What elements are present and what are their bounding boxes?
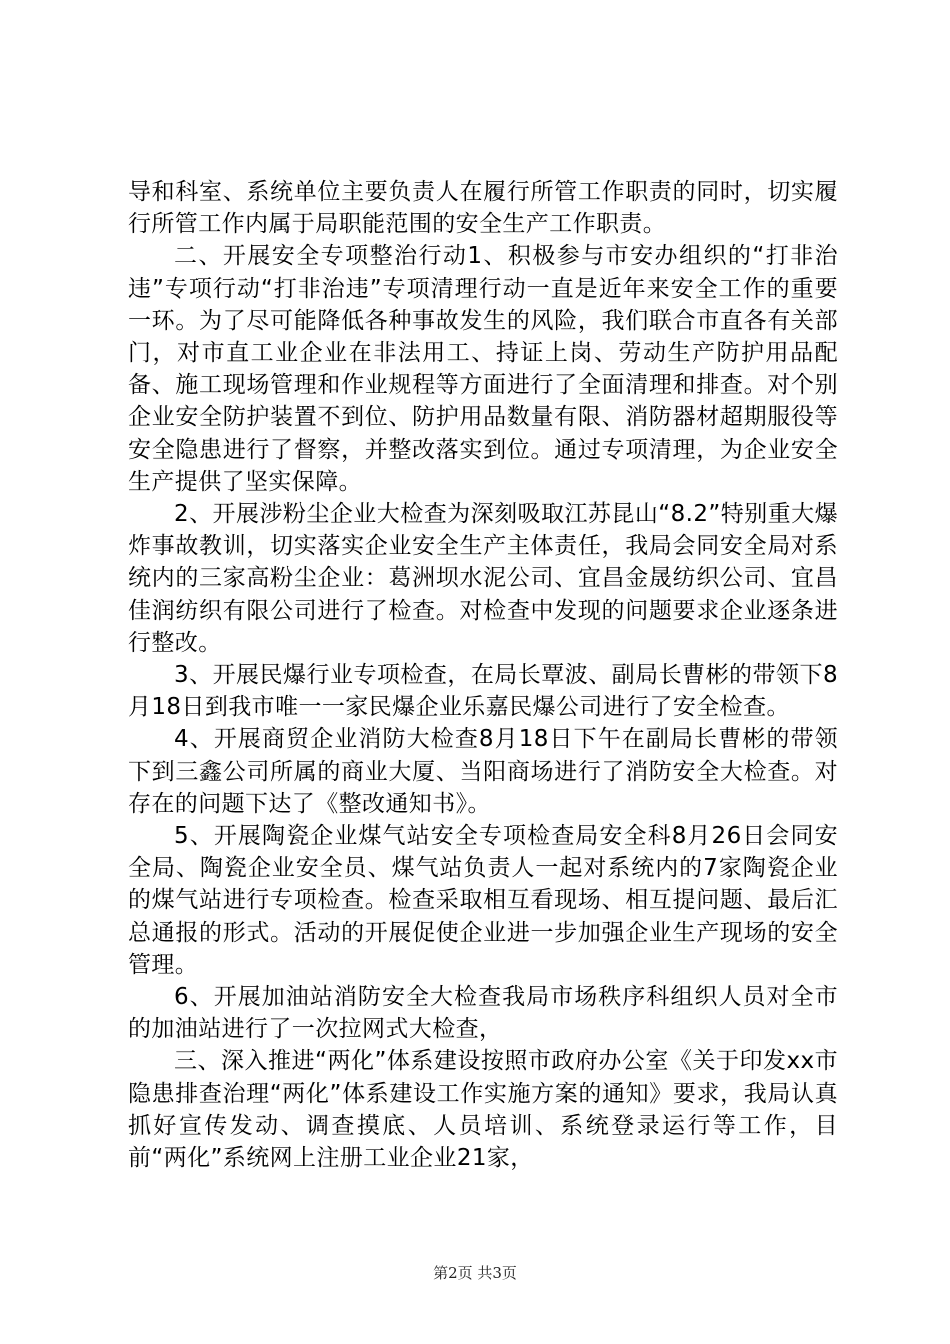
- paragraph-section-3: 三、深入推进“两化”体系建设按照市政府办公室《关于印发xx市隐患排查治理“两化”体系建设工作实施方案的通知》要求，我局认真抓好宣传发动、调查摸底、人员培训、系统登录运行等工作，目前“两化”系统网上注册工业企业21家，: [128, 1048, 838, 1172]
- page-footer: [0, 1262, 950, 1283]
- page-number-label: 第2页 共3页: [433, 1264, 517, 1282]
- paragraph-item-2: 2、开展涉粉尘企业大检查为深刻吸取江苏昆山“8.2”特别重大爆炸事故教训，切实落实企业安全生产主体责任，我局会同安全局对系统内的三家高粉尘企业：葛洲坝水泥公司、宜昌金晟纺织公司、宜昌佳润纺织有限公司进行了检查。对检查中发现的问题要求企业逐条进行整改。: [128, 501, 838, 656]
- paragraph-item-6: 6、开展加油站消防安全大检查我局市场秩序科组织人员对全市的加油站进行了一次拉网式大检查，: [128, 984, 838, 1043]
- paragraph-item-4: 4、开展商贸企业消防大检查8月18日下午在副局长曹彬的带领下到三鑫公司所属的商业大厦、当阳商场进行了消防安全大检查。对存在的问题下达了《整改通知书》。: [128, 726, 838, 817]
- paragraph-section-2: 二、开展安全专项整治行动1、积极参与市安办组织的“打非治违”专项行动“打非治违”专项清理行动一直是近年来安全工作的重要一环。为了尽可能降低各种事故发生的风险，我们联合市直各有关部门，对市直工业企业在非法用工、持证上岗、劳动生产防护用品配备、施工现场管理和作业规程等方面进行了全面清理和排查。对个别企业安全防护装置不到位、防护用品数量有限、消防器材超期服役等安全隐患进行了督察，并整改落实到位。通过专项清理，为企业安全生产提供了坚实保障。: [128, 243, 838, 495]
- document-body: [128, 176, 838, 1174]
- paragraph-item-3: 3、开展民爆行业专项检查，在局长覃波、副局长曹彬的带领下8月18日到我市唯一一家民爆企业乐嘉民爆公司进行了安全检查。: [128, 662, 838, 721]
- paragraph-item-5: 5、开展陶瓷企业煤气站安全专项检查局安全科8月26日会同安全局、陶瓷企业安全员、煤气站负责人一起对系统内的7家陶瓷企业的煤气站进行专项检查。检查采取相互看现场、相互提问题、最后汇总通报的形式。活动的开展促使企业进一步加强企业生产现场的安全管理。: [128, 823, 838, 978]
- paragraph-continuation: 导和科室、系统单位主要负责人在履行所管工作职责的同时，切实履行所管工作内属于局职能范围的安全生产工作职责。: [128, 179, 838, 238]
